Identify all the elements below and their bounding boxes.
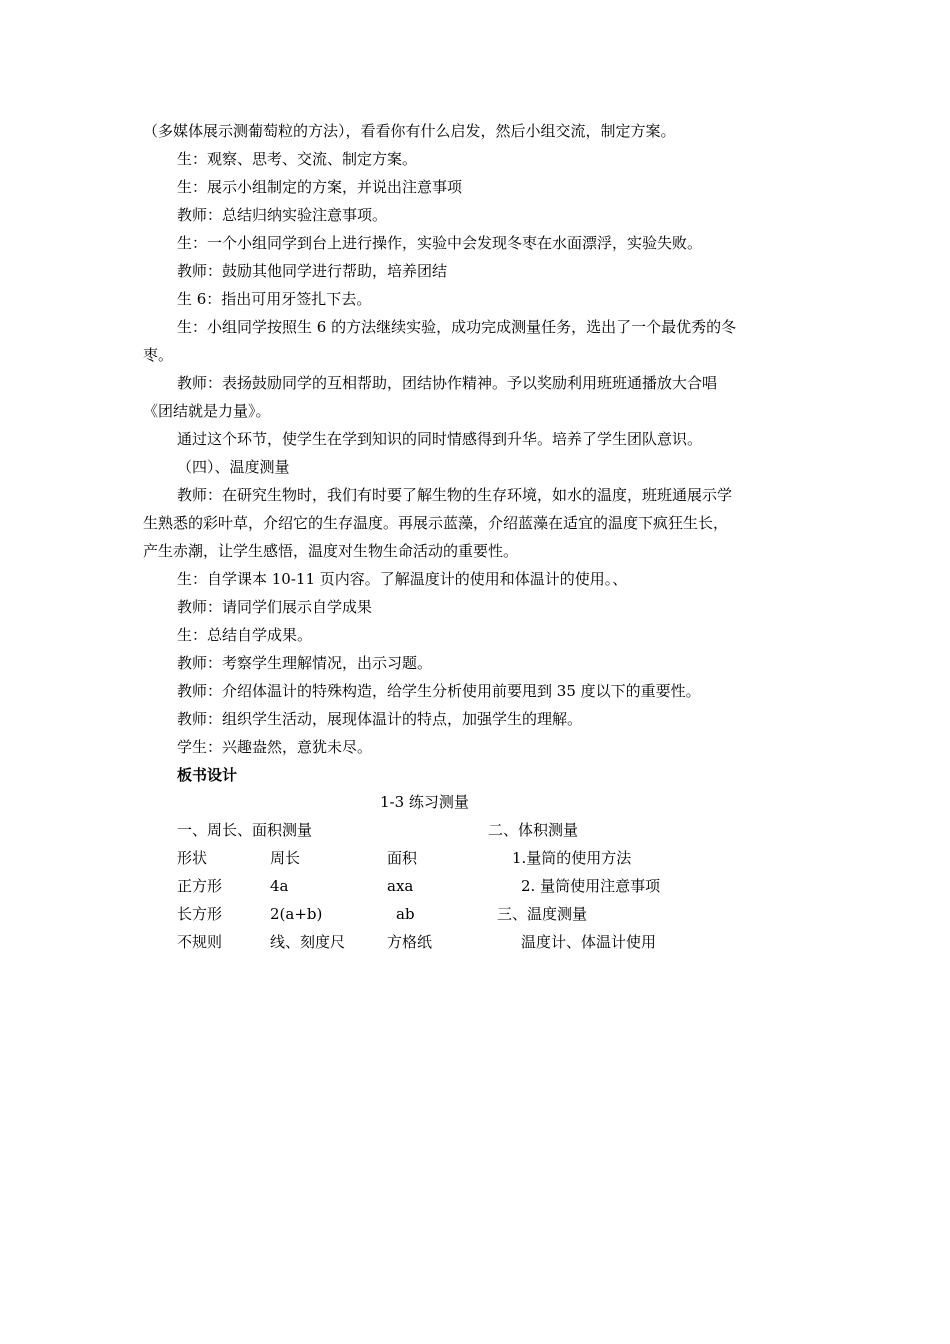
board-cell-area: 方格纸 bbox=[387, 933, 433, 951]
paragraph-line: 产生赤潮，让学生感悟，温度对生物生命活动的重要性。 bbox=[143, 542, 519, 560]
paragraph-line: 枣。 bbox=[143, 346, 174, 364]
paragraph-line: 教师：请同学们展示自学成果 bbox=[177, 598, 373, 616]
board-cell-area: ab bbox=[396, 905, 415, 923]
board-cell-shape: 正方形 bbox=[177, 877, 223, 895]
board-right-heading: 二、体积测量 bbox=[488, 821, 579, 839]
paragraph-line: 教师：总结归纳实验注意事项。 bbox=[177, 206, 388, 224]
paragraph-line: 学生：兴趣盎然，意犹未尽。 bbox=[177, 738, 373, 756]
paragraph-line: 教师：介绍体温计的特殊构造，给学生分析使用前要甩到 35 度以下的重要性。 bbox=[177, 682, 701, 700]
paragraph-line: 教师：考察学生理解情况，出示习题。 bbox=[177, 654, 433, 672]
board-cell-perimeter: 4a bbox=[270, 877, 289, 895]
board-cell-right: 1.量筒的使用方法 bbox=[512, 849, 632, 867]
paragraph-line: （多媒体展示测葡萄粒的方法），看看你有什么启发，然后小组交流，制定方案。 bbox=[143, 122, 676, 140]
board-cell-right: 2. 量筒使用注意事项 bbox=[521, 877, 661, 895]
board-design-heading: 板书设计 bbox=[177, 766, 238, 784]
board-cell-shape: 长方形 bbox=[177, 905, 223, 923]
paragraph-line: 《团结就是力量》。 bbox=[143, 402, 271, 420]
board-cell-area: axa bbox=[387, 877, 414, 895]
board-cell-area: 面积 bbox=[387, 849, 418, 867]
board-cell-perimeter: 2(a+b) bbox=[270, 905, 323, 923]
paragraph-line: 生：总结自学成果。 bbox=[177, 626, 313, 644]
paragraph-line: 教师：表扬鼓励同学的互相帮助，团结协作精神。予以奖励利用班班通播放大合唱 bbox=[177, 374, 718, 392]
board-left-heading: 一、周长、面积测量 bbox=[177, 821, 313, 839]
board-cell-right: 三、温度测量 bbox=[497, 905, 588, 923]
paragraph-line: 生：小组同学按照生 6 的方法继续实验，成功完成测量任务，选出了一个最优秀的冬 bbox=[177, 318, 737, 336]
paragraph-line: 生 6：指出可用牙签扎下去。 bbox=[177, 290, 372, 308]
paragraph-line: 教师：组织学生活动，展现体温计的特点，加强学生的理解。 bbox=[177, 710, 583, 728]
paragraph-line: 生：展示小组制定的方案，并说出注意事项 bbox=[177, 178, 463, 196]
board-cell-shape: 不规则 bbox=[177, 933, 223, 951]
board-cell-perimeter: 线、刻度尺 bbox=[270, 933, 346, 951]
board-cell-perimeter: 周长 bbox=[270, 849, 301, 867]
paragraph-line: 生熟悉的彩叶草，介绍它的生存温度。再展示蓝藻，介绍蓝藻在适宜的温度下疯狂生长， bbox=[143, 514, 729, 532]
board-cell-shape: 形状 bbox=[177, 849, 208, 867]
paragraph-line: 教师：在研究生物时，我们有时要了解生物的生存环境，如水的温度，班班通展示学 bbox=[177, 486, 733, 504]
paragraph-line: 生：观察、思考、交流、制定方案。 bbox=[177, 150, 418, 168]
board-cell-right: 温度计、体温计使用 bbox=[521, 933, 657, 951]
board-title: 1-3 练习测量 bbox=[380, 793, 469, 811]
section-heading: （四）、温度测量 bbox=[177, 458, 290, 476]
paragraph-line: 通过这个环节，使学生在学到知识的同时情感得到升华。培养了学生团队意识。 bbox=[177, 430, 703, 448]
paragraph-line: 生：自学课本 10-11 页内容。了解温度计的使用和体温计的使用。、 bbox=[177, 570, 628, 588]
paragraph-line: 生：一个小组同学到台上进行操作，实验中会发现冬枣在水面漂浮，实验失败。 bbox=[177, 234, 703, 252]
paragraph-line: 教师：鼓励其他同学进行帮助，培养团结 bbox=[177, 262, 448, 280]
